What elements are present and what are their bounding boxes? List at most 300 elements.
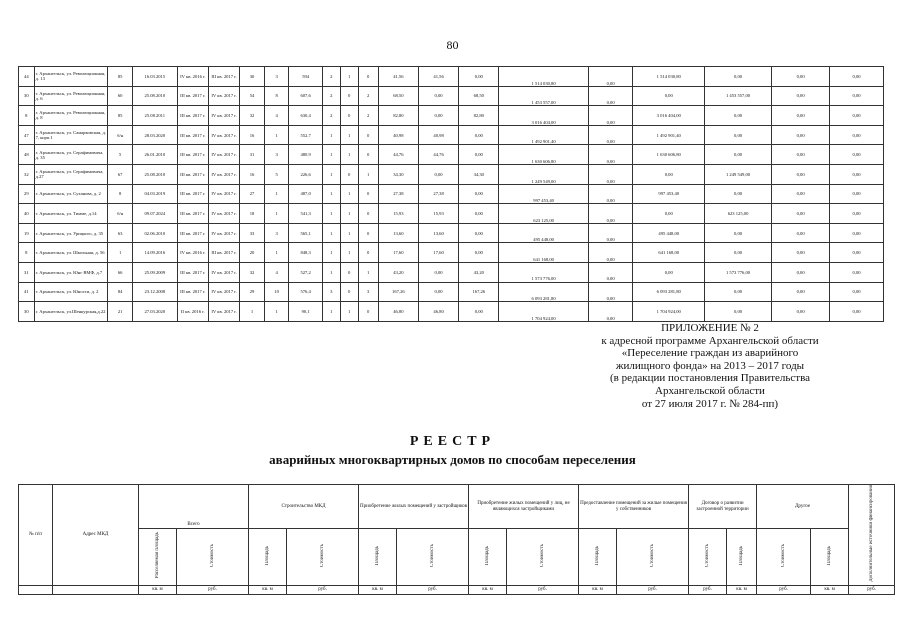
table-cell: 47 xyxy=(19,125,35,145)
address-cell: г. Архангельск, ул. Революционная, д. 6 xyxy=(34,86,108,106)
table-cell: 0,00 xyxy=(418,262,458,282)
table-cell: 8 xyxy=(108,184,133,204)
table-row xyxy=(19,145,884,165)
table-cell: 2 xyxy=(358,86,378,106)
table-cell: 1 xyxy=(322,262,340,282)
header-construction: Строительство МКД xyxy=(249,485,359,529)
table-cell: III кв. 2017 г. xyxy=(177,106,208,126)
table-cell: 1 xyxy=(264,302,289,322)
table-cell: 0 xyxy=(340,164,358,184)
table-cell: 30 xyxy=(240,67,265,87)
table-cell: 0,00 xyxy=(705,282,772,302)
table-cell: 1 514 030,80 xyxy=(633,67,705,87)
table-cell: 28.03.2020 xyxy=(132,125,177,145)
table-cell: 1 453 557,00 xyxy=(499,86,588,106)
table-cell: 3 xyxy=(358,282,378,302)
sub-cost: Стоимость xyxy=(177,529,249,586)
table-cell: 1 573 776,00 xyxy=(499,262,588,282)
unit-sqm: кв. м xyxy=(727,585,757,594)
header-purchase-developers: Приобретение жилых помещений у застройщиков xyxy=(359,485,469,529)
unit-sqm: кв. м xyxy=(811,585,849,594)
table-cell: 40,98 xyxy=(418,125,458,145)
table-cell: 623 125,00 xyxy=(499,204,588,224)
table-cell: 0,00 xyxy=(459,204,499,224)
table-cell: 0,00 xyxy=(772,164,830,184)
table-cell: 1 xyxy=(340,243,358,263)
table-cell: 487,0 xyxy=(289,184,323,204)
table-cell: 0,00 xyxy=(830,282,884,302)
table-cell: 1 xyxy=(340,204,358,224)
unit-sqm: кв. м xyxy=(469,585,507,594)
table-cell: 63 xyxy=(108,223,133,243)
header-purchase-non-developers: Приобретение жилых помещений у лиц, не являющихся застройщиками xyxy=(469,485,579,529)
table-cell: 1 453 557,00 xyxy=(705,86,772,106)
table-cell: 0 xyxy=(358,302,378,322)
address-cell: г. Архангельск, ул. Серафимовича, д. 35 xyxy=(34,145,108,165)
table-cell: 3 xyxy=(264,223,289,243)
table-cell: 0 xyxy=(340,282,358,302)
table-cell: 0,00 xyxy=(418,282,458,302)
appendix-line: от 27 июля 2017 г. № 284-пп) xyxy=(641,397,779,410)
table-cell: 0,00 xyxy=(772,67,830,87)
table-cell: 6 093 281,80 xyxy=(633,282,705,302)
table-cell: 0,00 xyxy=(705,106,772,126)
table-cell: 68,50 xyxy=(378,86,418,106)
table-cell: 09.07.2024 xyxy=(132,204,177,224)
table-cell: 1 xyxy=(322,223,340,243)
address-cell: г. Архангельск, ул. Урицкого, д. 35 xyxy=(34,223,108,243)
header-other: Другое xyxy=(757,485,849,529)
table-cell: 0,00 xyxy=(772,106,830,126)
table-cell: 31 xyxy=(240,145,265,165)
table-cell: 43,20 xyxy=(378,262,418,282)
table-cell: IV кв. 2017 г. xyxy=(208,164,239,184)
table-cell: IV кв. 2017 г. xyxy=(208,262,239,282)
unit-rub: руб. xyxy=(757,585,811,594)
table-cell: 2 xyxy=(358,106,378,126)
table-cell: 85 xyxy=(108,67,133,87)
table-cell: 576,4 xyxy=(289,282,323,302)
table-cell: 16 xyxy=(240,125,265,145)
sub-area: Площадь xyxy=(359,529,397,586)
table-cell: 1 xyxy=(322,184,340,204)
table-cell: III кв. 2017 г. xyxy=(177,223,208,243)
table-cell: 1 xyxy=(264,243,289,263)
table-cell: 0,00 xyxy=(459,145,499,165)
table-cell: 848,3 xyxy=(289,243,323,263)
table-cell: 21 xyxy=(108,302,133,322)
sub-area: Площадь xyxy=(579,529,617,586)
table-cell: 0,00 xyxy=(830,125,884,145)
sub-area: Площадь xyxy=(811,529,849,586)
table-cell: 0,00 xyxy=(830,262,884,282)
table-cell: 607,6 xyxy=(289,86,323,106)
table-cell: 594 xyxy=(289,67,323,87)
table-cell: 0,00 xyxy=(588,106,633,126)
table-cell: 1 704 924,00 xyxy=(633,302,705,322)
table-cell: 1 xyxy=(340,223,358,243)
table-cell: IV кв. 2017 г. xyxy=(208,204,239,224)
table-cell: 0,00 xyxy=(588,282,633,302)
table-cell: 552,7 xyxy=(289,125,323,145)
table-cell: 29 xyxy=(19,184,35,204)
table-cell: 997 453,40 xyxy=(499,184,588,204)
table-cell: 641 168,00 xyxy=(633,243,705,263)
table-row xyxy=(19,262,884,282)
table-cell: 0 xyxy=(358,184,378,204)
table-cell: 4 xyxy=(264,106,289,126)
table-cell: 1 249 549,00 xyxy=(499,164,588,184)
table-cell: 20 xyxy=(240,243,265,263)
table-cell: 25.08.2010 xyxy=(132,164,177,184)
table-cell: 0 xyxy=(340,86,358,106)
table-cell: 6 093 281,80 xyxy=(499,282,588,302)
header-num: № п/п xyxy=(19,485,53,586)
address-cell: г. Архангельск, ул. Юнг ВМФ, д.7 xyxy=(34,262,108,282)
table-cell: 0,00 xyxy=(633,204,705,224)
appendix-line: к адресной программе Архангельской области xyxy=(601,334,819,347)
table-cell: 43,20 xyxy=(459,262,499,282)
unit-sqm: кв. м xyxy=(579,585,617,594)
table-cell: 68,50 xyxy=(459,86,499,106)
table-row xyxy=(19,125,884,145)
table-cell: 0,00 xyxy=(418,106,458,126)
address-cell: г. Архангельск, ул. Тимме, д.14 xyxy=(34,204,108,224)
table-cell: 41,56 xyxy=(418,67,458,87)
table-cell: 19 xyxy=(19,223,35,243)
table-cell: 3 xyxy=(264,67,289,87)
table-cell: 66 xyxy=(108,262,133,282)
table-cell: 480,9 xyxy=(289,145,323,165)
sub-cost: Стоимость xyxy=(287,529,359,586)
register-subtitle: аварийных многоквартирных домов по способам переселения xyxy=(269,452,636,467)
table-cell: 25.09.2009 xyxy=(132,262,177,282)
unit-sqm: кв. м xyxy=(249,585,287,594)
table-cell: 0,00 xyxy=(830,223,884,243)
table-cell: 85 xyxy=(108,106,133,126)
table-cell: б/н xyxy=(108,125,133,145)
table-row xyxy=(19,184,884,204)
header-development-agreement: Договор о развитии застроенной территории xyxy=(689,485,757,529)
table-cell: 0,00 xyxy=(772,184,830,204)
table-cell: 0,00 xyxy=(830,243,884,263)
table-cell: 25.08.2011 xyxy=(132,106,177,126)
table-cell: 0 xyxy=(358,67,378,87)
table-cell: 1 573 776,00 xyxy=(705,262,772,282)
table-cell: 495 448,00 xyxy=(633,223,705,243)
table-cell: 82,80 xyxy=(459,106,499,126)
table-cell: 0,00 xyxy=(705,243,772,263)
table-cell: 1 xyxy=(340,67,358,87)
table-cell: IV кв. 2016 г. xyxy=(177,243,208,263)
table-cell: 0 xyxy=(358,223,378,243)
table-cell: 34,30 xyxy=(459,164,499,184)
table-cell: 30 xyxy=(19,86,35,106)
header-address: Адрес МКД xyxy=(53,485,139,586)
sub-cost: Стоимость xyxy=(757,529,811,586)
table-cell: 10 xyxy=(264,282,289,302)
table-cell: 623 125,00 xyxy=(705,204,772,224)
table-cell: 32 xyxy=(19,164,35,184)
table-cell: 0,00 xyxy=(705,125,772,145)
table-cell: 5 xyxy=(108,145,133,165)
table-cell: 0,00 xyxy=(588,164,633,184)
register-title: РЕЕСТР xyxy=(409,434,496,449)
table-cell: 527,2 xyxy=(289,262,323,282)
table-cell: III кв. 2017 г. xyxy=(177,164,208,184)
table-cell: 13,60 xyxy=(378,223,418,243)
address-cell: г. Архангельск, ул. Суханова, д. 2 xyxy=(34,184,108,204)
table-cell: 1 xyxy=(358,262,378,282)
appendix-block xyxy=(560,322,860,410)
table-cell: 23.12.2008 xyxy=(132,282,177,302)
table-cell: 1 xyxy=(240,302,265,322)
table-cell: IV кв. 2017 г. xyxy=(208,125,239,145)
table-cell: 0,00 xyxy=(772,223,830,243)
table-cell: 0,00 xyxy=(588,67,633,87)
sub-cost: Стоимость xyxy=(689,529,727,586)
table-cell: III кв. 2017 г. xyxy=(177,282,208,302)
table-cell: 3 xyxy=(322,282,340,302)
address-cell: г. Архангельск, ул. Революционная, д. 13 xyxy=(34,67,108,87)
header-total: Всего xyxy=(139,485,249,529)
appendix-line: Архангельской области xyxy=(655,384,765,397)
table-cell: 16.03.2015 xyxy=(132,67,177,87)
table-cell: 226,6 xyxy=(289,164,323,184)
table-cell: 0,00 xyxy=(459,67,499,87)
table-cell: 0,00 xyxy=(588,145,633,165)
table-cell: 8 xyxy=(19,106,35,126)
table-cell: 630,4 xyxy=(289,106,323,126)
table-cell: 60 xyxy=(108,86,133,106)
table-cell: 0,00 xyxy=(459,223,499,243)
table-row xyxy=(19,67,884,87)
address-cell: г. Архангельск, ул.Шенкурская,д.22 xyxy=(34,302,108,322)
address-cell: г. Архангельск, ул. Серафимовича, д.27 xyxy=(34,164,108,184)
table-cell: 25.08.2010 xyxy=(132,86,177,106)
table-cell: 0,00 xyxy=(830,67,884,87)
table-cell: 0,00 xyxy=(830,86,884,106)
table-cell: IV кв. 2017 г. xyxy=(208,302,239,322)
address-cell: г. Архангельск, ул. Юности, д. 2 xyxy=(34,282,108,302)
unit-sqm: кв. м xyxy=(139,585,177,594)
table-cell: 1 492 901,40 xyxy=(499,125,588,145)
table-cell: 48 xyxy=(19,145,35,165)
table-cell: III кв. 2017 г. xyxy=(177,262,208,282)
unit-rub: руб. xyxy=(507,585,579,594)
table-cell: 1 630 606,80 xyxy=(633,145,705,165)
table-cell: 41,56 xyxy=(378,67,418,87)
sub-area: Площадь xyxy=(469,529,507,586)
table-cell: 15,93 xyxy=(418,204,458,224)
table-cell: 0,00 xyxy=(830,302,884,322)
table-cell: 1 xyxy=(322,145,340,165)
table-cell: 0,00 xyxy=(772,145,830,165)
table-cell: 0,00 xyxy=(459,184,499,204)
table-cell: 44,76 xyxy=(378,145,418,165)
unit-rub: руб. xyxy=(177,585,249,594)
table-cell: III кв. 2017 г. xyxy=(177,125,208,145)
unit-sqm: кв. м xyxy=(359,585,397,594)
resettlement-data-table xyxy=(18,66,884,322)
table-cell: 1 704 924,00 xyxy=(499,302,588,322)
table-cell: 41 xyxy=(19,282,35,302)
table-cell: 0,00 xyxy=(588,243,633,263)
sub-area: Площадь xyxy=(249,529,287,586)
table-cell: 1 xyxy=(264,184,289,204)
table-cell: 1 xyxy=(340,145,358,165)
table-cell: 1 xyxy=(322,125,340,145)
table-cell: 541,3 xyxy=(289,204,323,224)
table-cell: 4 xyxy=(264,262,289,282)
table-cell: 82,80 xyxy=(378,106,418,126)
table-cell: 565,1 xyxy=(289,223,323,243)
table-cell: 0 xyxy=(340,262,358,282)
table-cell: 1 249 549,00 xyxy=(705,164,772,184)
table-cell: III кв. 2017 г. xyxy=(177,184,208,204)
table-cell: 1 xyxy=(264,204,289,224)
table-row xyxy=(19,86,884,106)
table-cell: 1 xyxy=(358,164,378,184)
table-cell: III кв. 2017 г. xyxy=(208,67,239,87)
table-cell: 0,00 xyxy=(705,223,772,243)
table-cell: 02.06.2010 xyxy=(132,223,177,243)
sub-resettled-area: Расселяемая площадь xyxy=(139,529,177,586)
table-cell: 1 xyxy=(108,243,133,263)
table-cell: 54 xyxy=(240,86,265,106)
table-cell: IV кв. 2016 г. xyxy=(177,67,208,87)
unit-rub: руб. xyxy=(689,585,727,594)
table-cell: 27 xyxy=(240,184,265,204)
table-cell: б/н xyxy=(108,204,133,224)
table-cell: 0 xyxy=(358,204,378,224)
table-cell: 27,38 xyxy=(378,184,418,204)
table-cell: 0,00 xyxy=(705,302,772,322)
table-cell: 0,00 xyxy=(705,145,772,165)
unit-rub: руб. xyxy=(397,585,469,594)
table-cell: 1 xyxy=(340,302,358,322)
unit-cell xyxy=(19,585,53,594)
table-cell: 16 xyxy=(240,164,265,184)
unit-cell xyxy=(53,585,139,594)
page-number: 80 xyxy=(446,38,459,52)
table-row xyxy=(19,223,884,243)
table-cell: IV кв. 2017 г. xyxy=(208,106,239,126)
table-cell: IV кв. 2017 г. xyxy=(208,145,239,165)
table-cell: 1 xyxy=(340,184,358,204)
table-cell: 495 448,00 xyxy=(499,223,588,243)
register-header-table xyxy=(18,484,895,595)
table-cell: 1 xyxy=(322,302,340,322)
table-cell: 0,00 xyxy=(588,184,633,204)
table-cell: 1 xyxy=(264,125,289,145)
unit-rub: руб. xyxy=(287,585,359,594)
appendix-line: ПРИЛОЖЕНИЕ № 2 xyxy=(661,322,759,334)
address-cell: г. Архангельск, ул. Школьная, д. 56 xyxy=(34,243,108,263)
table-cell: 0,00 xyxy=(830,145,884,165)
table-cell: IV кв. 2017 г. xyxy=(208,223,239,243)
table-cell: 46,80 xyxy=(378,302,418,322)
table-cell: 0,00 xyxy=(418,86,458,106)
table-cell: 0 xyxy=(358,125,378,145)
table-cell: 44,76 xyxy=(418,145,458,165)
table-cell: 0,00 xyxy=(830,184,884,204)
table-cell: 27.03.2020 xyxy=(132,302,177,322)
table-cell: 0,00 xyxy=(830,204,884,224)
table-cell: III кв. 2017 г. xyxy=(177,204,208,224)
header-extra-sources: Дополнительные источники финансирования xyxy=(849,485,895,586)
table-cell: 0,00 xyxy=(459,243,499,263)
table-row xyxy=(19,302,884,322)
table-cell: 5 xyxy=(264,164,289,184)
table-cell: 14.09.2016 xyxy=(132,243,177,263)
table-cell: 0,00 xyxy=(633,164,705,184)
table-row xyxy=(19,106,884,126)
table-cell: 0,00 xyxy=(418,164,458,184)
table-cell: 0,00 xyxy=(633,86,705,106)
table-cell: 1 492 901,40 xyxy=(633,125,705,145)
table-cell: 3 016 404,00 xyxy=(633,106,705,126)
table-cell: 0,00 xyxy=(772,125,830,145)
table-cell: 1 xyxy=(322,243,340,263)
table-cell: 8 xyxy=(19,243,35,263)
table-cell: 1 630 606,80 xyxy=(499,145,588,165)
table-row xyxy=(19,164,884,184)
table-cell: 40 xyxy=(19,204,35,224)
table-cell: 167,26 xyxy=(459,282,499,302)
appendix-line: «Переселение граждан из аварийного xyxy=(621,347,799,360)
table-cell: 29 xyxy=(240,282,265,302)
table-cell: 0,00 xyxy=(588,302,633,322)
header-provided-owners: Предоставление помещений за жилые помещения у собственников xyxy=(579,485,689,529)
table-cell: 26.01.2010 xyxy=(132,145,177,165)
table-cell: 0,00 xyxy=(588,125,633,145)
table-cell: 3 xyxy=(264,145,289,165)
table-cell: 90,1 xyxy=(289,302,323,322)
table-cell: 0,00 xyxy=(830,164,884,184)
table-cell: 17,60 xyxy=(418,243,458,263)
table-cell: 0,00 xyxy=(588,204,633,224)
table-cell: 2 xyxy=(322,106,340,126)
sub-area: Площадь xyxy=(727,529,757,586)
table-cell: 0 xyxy=(340,106,358,126)
table-cell: 67 xyxy=(108,164,133,184)
table-cell: 27,38 xyxy=(418,184,458,204)
table-cell: 0 xyxy=(358,145,378,165)
table-cell: 0,00 xyxy=(772,302,830,322)
table-cell: 0,00 xyxy=(459,125,499,145)
table-cell: 15,93 xyxy=(378,204,418,224)
table-cell: 31 xyxy=(19,262,35,282)
table-cell: II кв. 2016 г. xyxy=(177,302,208,322)
table-cell: 997 453,40 xyxy=(633,184,705,204)
table-cell: 30 xyxy=(19,302,35,322)
table-cell: 33 xyxy=(240,223,265,243)
address-cell: г. Архангельск, ул. Самарковская, д. 7, корп.1 xyxy=(34,125,108,145)
table-row xyxy=(19,282,884,302)
table-cell: 17,60 xyxy=(378,243,418,263)
table-cell: 0,00 xyxy=(772,86,830,106)
sub-cost: Стоимость xyxy=(507,529,579,586)
table-cell: 84 xyxy=(108,282,133,302)
appendix-line: жилищного фонда» на 2013 – 2017 годы xyxy=(615,359,805,372)
table-cell: 32 xyxy=(240,262,265,282)
table-cell: 46,80 xyxy=(418,302,458,322)
address-cell: г. Архангельск, ул. Революционная, д. 8 xyxy=(34,106,108,126)
table-cell: 1 514 030,80 xyxy=(499,67,588,87)
table-cell: III кв. 2017 г. xyxy=(208,243,239,263)
table-cell: 44 xyxy=(19,67,35,87)
